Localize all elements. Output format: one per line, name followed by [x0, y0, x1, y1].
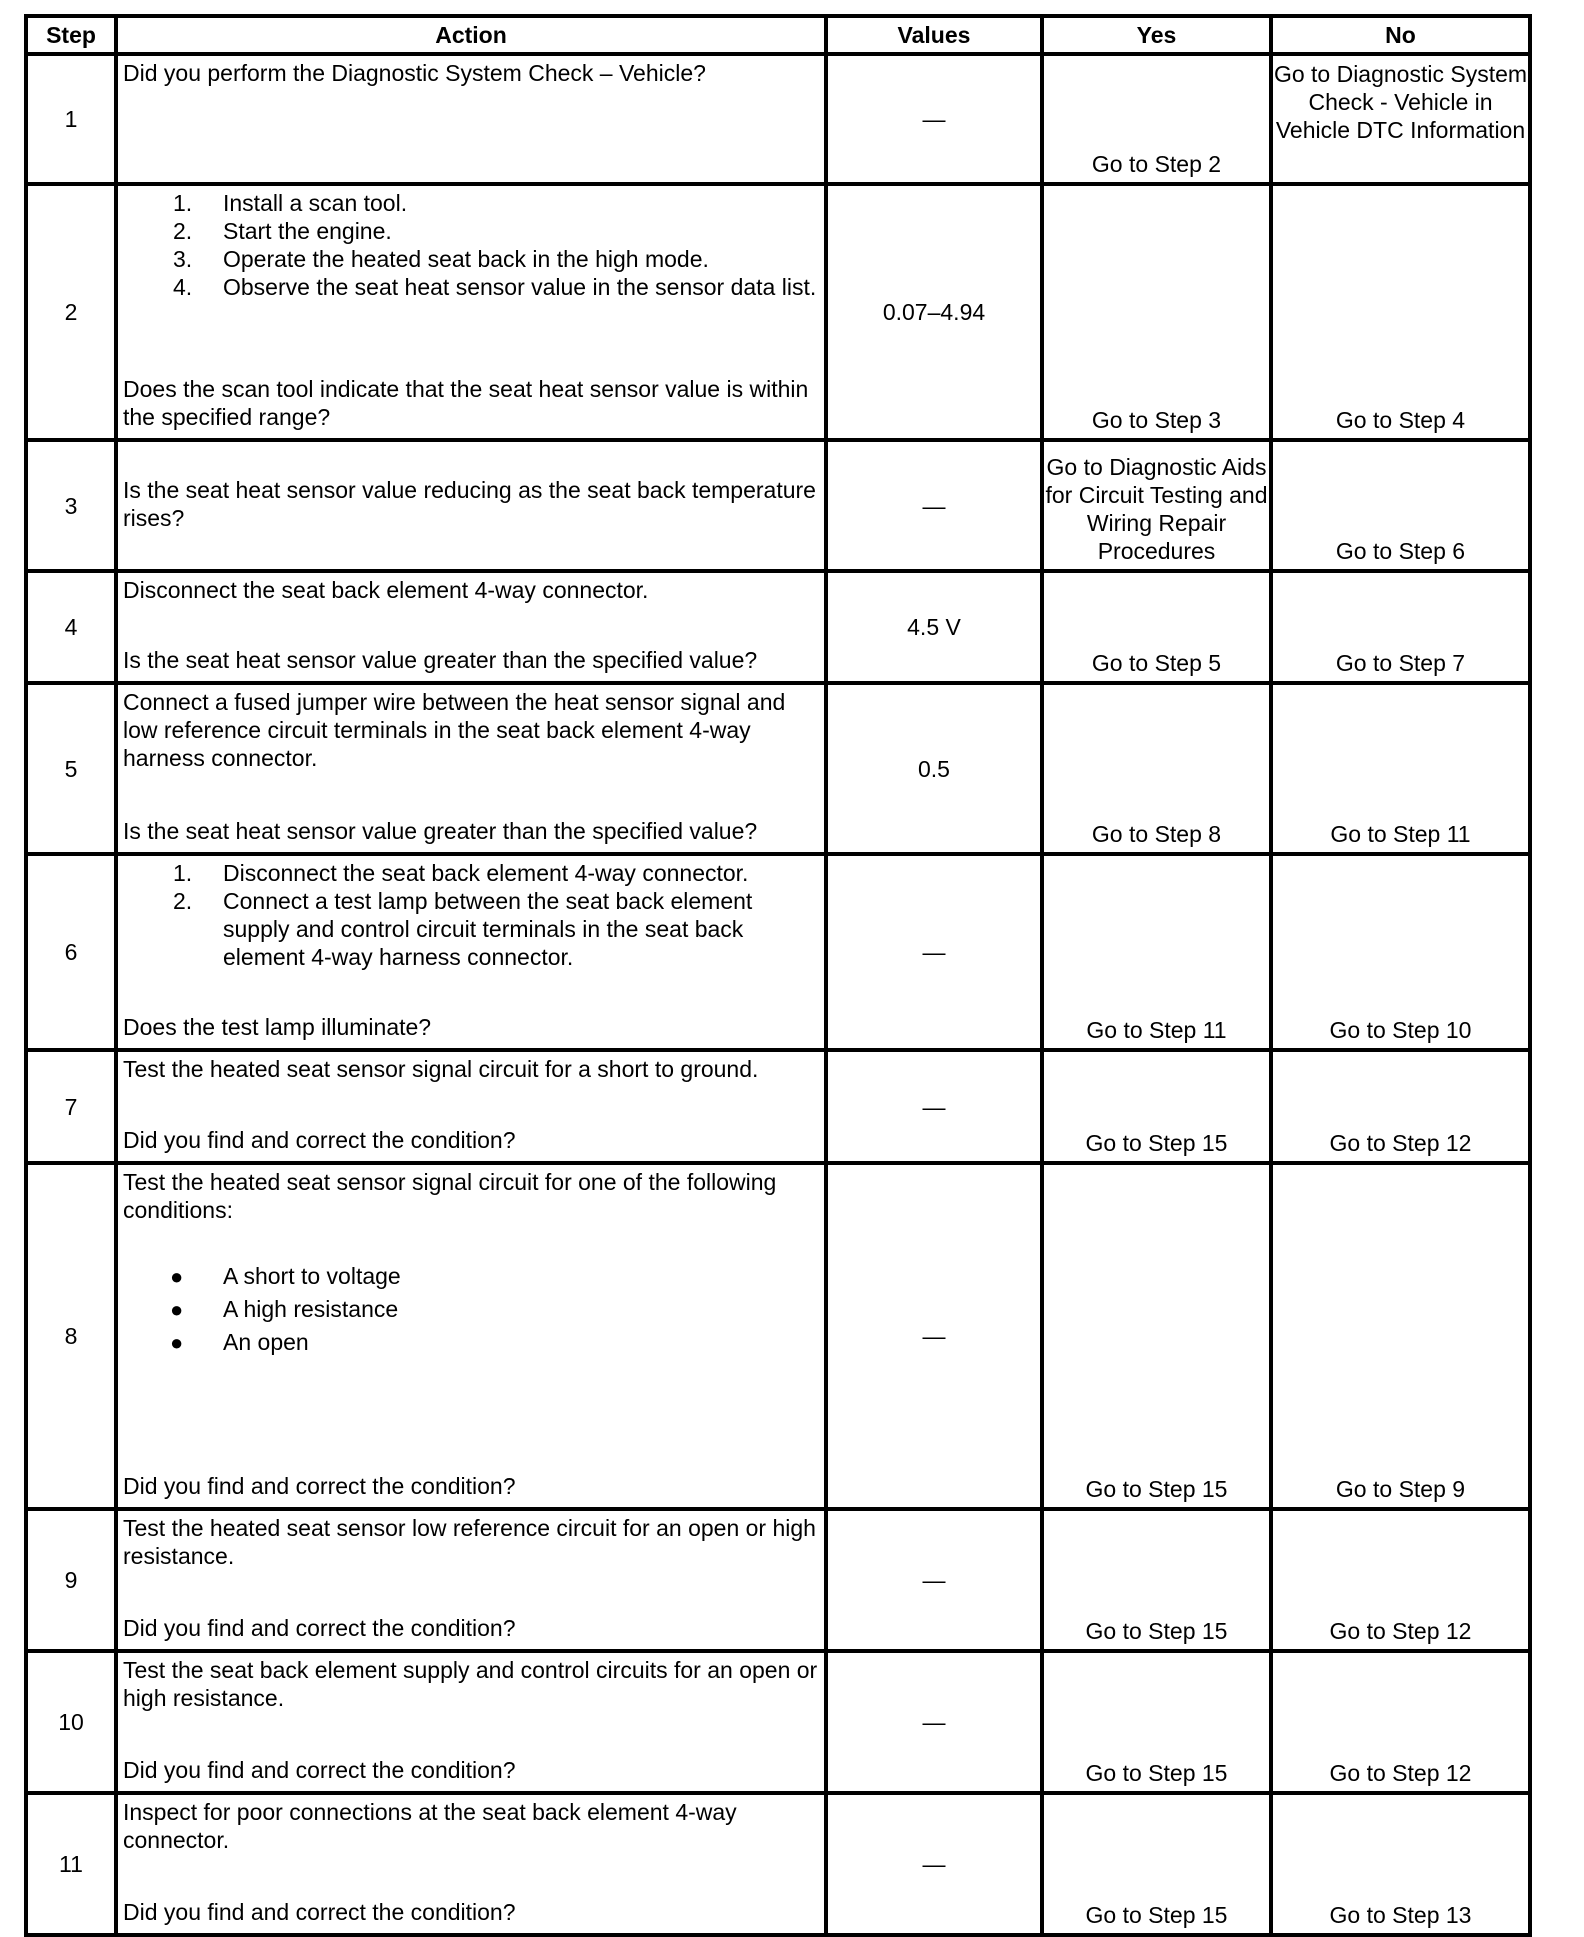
- action-text: Test the heated seat sensor low reference circuit for an open or high resistance.: [123, 1515, 816, 1569]
- bullet-list: [123, 1260, 820, 1359]
- action-cell: [116, 683, 826, 854]
- step-number: 1: [26, 54, 116, 184]
- no-cell: Go to Step 10: [1271, 854, 1530, 1050]
- table-row: [26, 1163, 1530, 1509]
- action-text: Test the heated seat sensor signal circuit for one of the following conditions:: [123, 1169, 777, 1223]
- header-row: [26, 16, 1530, 54]
- diagnostic-table: [24, 14, 1532, 1937]
- yes-cell: Go to Step 8: [1042, 683, 1271, 854]
- action-cell: [116, 1050, 826, 1163]
- action-text: Test the heated seat sensor signal circuit for a short to ground.: [123, 1056, 759, 1082]
- action-text: Disconnect the seat back element 4-way connector.: [123, 577, 649, 603]
- value-cell: —: [826, 1163, 1042, 1509]
- value-cell: —: [826, 854, 1042, 1050]
- no-cell: Go to Step 11: [1271, 683, 1530, 854]
- action-cell: [116, 1793, 826, 1935]
- table-row: [26, 1050, 1530, 1163]
- list-item: [173, 887, 820, 971]
- list-number: 4.: [173, 274, 193, 300]
- header-action: Action: [116, 16, 826, 54]
- action-question: Did you find and correct the condition?: [123, 1757, 516, 1783]
- list-item-text: An open: [223, 1329, 309, 1355]
- action-question: Does the scan tool indicate that the seat heat sensor value is within the specified range?: [123, 376, 809, 430]
- list-number: 2.: [173, 218, 193, 244]
- header-no: No: [1271, 16, 1530, 54]
- action-cell: [116, 571, 826, 683]
- value-cell: —: [826, 1793, 1042, 1935]
- value-cell: —: [826, 1050, 1042, 1163]
- value-cell: 0.07–4.94: [826, 184, 1042, 440]
- list-item-text: Observe the seat heat sensor value in the sensor data list.: [223, 274, 817, 300]
- list-item-text: Disconnect the seat back element 4-way connector.: [223, 860, 749, 886]
- yes-cell: Go to Step 15: [1042, 1163, 1271, 1509]
- action-cell: [116, 184, 826, 440]
- table-row: [26, 571, 1530, 683]
- no-cell: Go to Step 13: [1271, 1793, 1530, 1935]
- action-cell: [116, 440, 826, 571]
- header-values: Values: [826, 16, 1042, 54]
- action-question: Is the seat heat sensor value reducing as the seat back temperature rises?: [123, 476, 816, 531]
- no-cell: Go to Step 4: [1271, 184, 1530, 440]
- list-item-text: A high resistance: [223, 1296, 399, 1322]
- step-number: 10: [26, 1651, 116, 1793]
- action-text: Test the seat back element supply and control circuits for an open or high resistance.: [123, 1657, 818, 1711]
- table-row: [26, 54, 1530, 184]
- list-item-text: A short to voltage: [223, 1263, 401, 1289]
- list-item: [173, 245, 820, 273]
- list-item-text: Install a scan tool.: [223, 190, 408, 216]
- list-item-text: Connect a test lamp between the seat back element supply and control circuit terminals in the seat back element 4-way harness connector.: [223, 888, 753, 970]
- yes-cell: Go to Diagnostic Aids for Circuit Testing and Wiring Repair Procedures: [1042, 440, 1271, 571]
- list-item: [173, 859, 820, 887]
- yes-cell: Go to Step 3: [1042, 184, 1271, 440]
- no-cell: Go to Diagnostic System Check - Vehicle in Vehicle DTC Information: [1271, 54, 1530, 184]
- bullet-icon: ●: [170, 1297, 184, 1322]
- list-item: [123, 1326, 820, 1359]
- list-item: [173, 273, 820, 301]
- table-row: [26, 1651, 1530, 1793]
- yes-cell: Go to Step 5: [1042, 571, 1271, 683]
- step-number: 9: [26, 1509, 116, 1651]
- step-number: 8: [26, 1163, 116, 1509]
- yes-cell: Go to Step 15: [1042, 1793, 1271, 1935]
- action-cell: [116, 1509, 826, 1651]
- action-question: Does the test lamp illuminate?: [123, 1014, 432, 1040]
- bullet-icon: ●: [170, 1264, 184, 1289]
- action-cell: [116, 854, 826, 1050]
- value-cell: —: [826, 1651, 1042, 1793]
- table-row: [26, 184, 1530, 440]
- step-number: 5: [26, 683, 116, 854]
- action-cell: [116, 1163, 826, 1509]
- bullet-icon: ●: [170, 1330, 184, 1355]
- list-number: 2.: [173, 888, 193, 914]
- list-item-text: Start the engine.: [223, 218, 392, 244]
- no-cell: Go to Step 9: [1271, 1163, 1530, 1509]
- list-item: [173, 217, 820, 245]
- step-number: 3: [26, 440, 116, 571]
- step-number: 2: [26, 184, 116, 440]
- no-cell: Go to Step 12: [1271, 1651, 1530, 1793]
- list-item-text: Operate the heated seat back in the high mode.: [223, 246, 709, 272]
- value-cell: —: [826, 440, 1042, 571]
- yes-cell: Go to Step 2: [1042, 54, 1271, 184]
- step-number: 6: [26, 854, 116, 1050]
- action-question: Did you find and correct the condition?: [123, 1899, 516, 1925]
- action-text: Connect a fused jumper wire between the heat sensor signal and low reference circuit terminals in the seat back element 4-way harness connector.: [123, 689, 786, 771]
- no-cell: Go to Step 12: [1271, 1050, 1530, 1163]
- action-text: Did you perform the Diagnostic System Check – Vehicle?: [123, 60, 706, 86]
- no-cell: Go to Step 6: [1271, 440, 1530, 571]
- header-yes: Yes: [1042, 16, 1271, 54]
- table-row: [26, 1509, 1530, 1651]
- list-item: [123, 1260, 820, 1293]
- action-cell: [116, 1651, 826, 1793]
- yes-cell: Go to Step 11: [1042, 854, 1271, 1050]
- action-text: Inspect for poor connections at the seat back element 4-way connector.: [123, 1799, 737, 1853]
- numbered-steps: [123, 859, 820, 971]
- no-cell: Go to Step 12: [1271, 1509, 1530, 1651]
- step-number: 4: [26, 571, 116, 683]
- step-number: 11: [26, 1793, 116, 1935]
- list-item: [173, 189, 820, 217]
- action-cell: [116, 54, 826, 184]
- action-question: Is the seat heat sensor value greater than the specified value?: [123, 818, 758, 844]
- table-row: [26, 683, 1530, 854]
- action-question: Did you find and correct the condition?: [123, 1127, 516, 1153]
- value-cell: 0.5: [826, 683, 1042, 854]
- step-number: 7: [26, 1050, 116, 1163]
- list-number: 1.: [173, 190, 193, 216]
- table-row: [26, 1793, 1530, 1935]
- list-number: 3.: [173, 246, 193, 272]
- action-question: Did you find and correct the condition?: [123, 1473, 516, 1499]
- action-question: Is the seat heat sensor value greater than the specified value?: [123, 647, 758, 673]
- yes-cell: Go to Step 15: [1042, 1050, 1271, 1163]
- action-question: Did you find and correct the condition?: [123, 1615, 516, 1641]
- list-item: [123, 1293, 820, 1326]
- value-cell: —: [826, 54, 1042, 184]
- yes-cell: Go to Step 15: [1042, 1651, 1271, 1793]
- table-row: [26, 440, 1530, 571]
- yes-cell: Go to Step 15: [1042, 1509, 1271, 1651]
- numbered-steps: [123, 189, 820, 301]
- value-cell: 4.5 V: [826, 571, 1042, 683]
- no-cell: Go to Step 7: [1271, 571, 1530, 683]
- value-cell: —: [826, 1509, 1042, 1651]
- list-number: 1.: [173, 860, 193, 886]
- table-row: [26, 854, 1530, 1050]
- header-step: Step: [26, 16, 116, 54]
